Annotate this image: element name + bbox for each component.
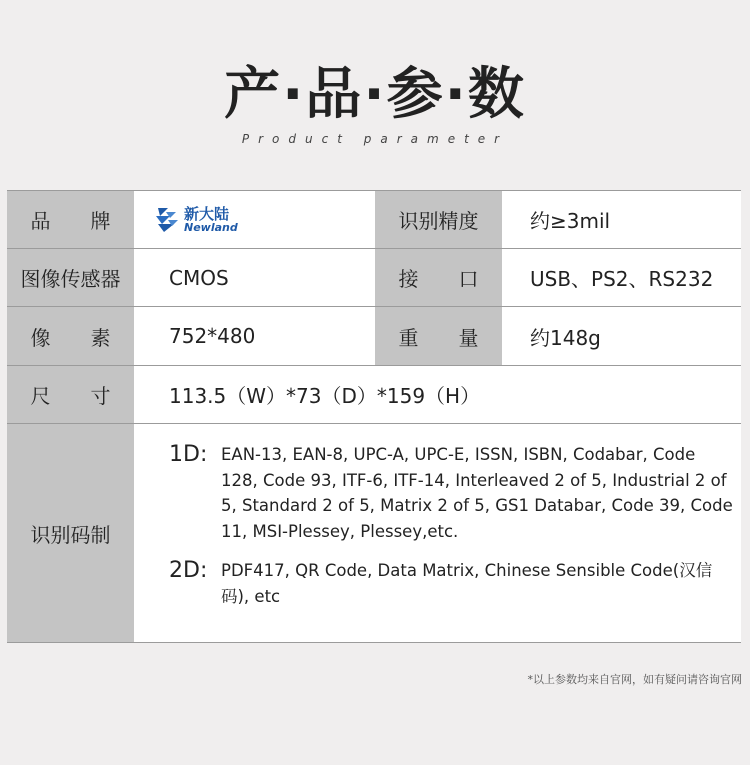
codes-value xyxy=(134,424,741,642)
weight-value: 约148g xyxy=(502,307,741,365)
pixel-value: 752*480 xyxy=(134,307,375,365)
sensor-label: 图像传感器 xyxy=(7,249,134,306)
logo-cn-text: 新大陆 xyxy=(184,204,230,223)
interface-value: USB、PS2、RS232 xyxy=(502,249,741,306)
code-2d-list: PDF417, QR Code, Data Matrix, Chinese Sensible Code(汉信码), etc xyxy=(221,561,713,606)
accuracy-label: 识别精度 xyxy=(375,191,502,248)
table-row xyxy=(7,307,741,366)
newland-logo xyxy=(154,206,238,234)
code-2d-tag: 2D: xyxy=(169,558,208,583)
interface-label: 接 口 xyxy=(375,249,502,306)
table-row xyxy=(7,424,741,643)
code-2d-block xyxy=(169,558,733,609)
page-title: 产·品·参·数 xyxy=(224,62,526,127)
table-row xyxy=(7,191,741,249)
size-label: 尺 寸 xyxy=(7,366,134,423)
footnote: *以上参数均来自官网，如有疑问请咨询官网 xyxy=(527,673,742,686)
code-1d-tag: 1D: xyxy=(169,442,208,467)
pixel-label: 像 素 xyxy=(7,307,134,365)
codes-label: 识别码制 xyxy=(7,424,134,642)
table-row xyxy=(7,366,741,424)
parameter-table xyxy=(7,190,741,643)
code-1d-list: EAN-13, EAN-8, UPC-A, UPC-E, ISSN, ISBN, Codabar, Code 128, Code 93, ITF-6, ITF-14, Interleaved 2 of 5, Industrial 2 of 5, Standard 2 of 5, Matrix 2 of 5, GS1 Databar, Code 39, Code 11, MSI-Plessey, Plessey,etc. xyxy=(221,445,733,541)
weight-label: 重 量 xyxy=(375,307,502,365)
code-1d-block xyxy=(169,442,733,544)
logo-en-text: Newland xyxy=(184,220,238,234)
brand-label: 品 牌 xyxy=(7,191,134,248)
brand-value xyxy=(134,191,375,248)
newland-logo-icon xyxy=(154,206,178,234)
table-row xyxy=(7,249,741,307)
accuracy-value: 约≥3mil xyxy=(502,191,741,248)
page-subtitle: Product parameter xyxy=(241,132,509,146)
size-value: 113.5（W）*73（D）*159（H） xyxy=(134,366,741,423)
sensor-value: CMOS xyxy=(134,249,375,306)
